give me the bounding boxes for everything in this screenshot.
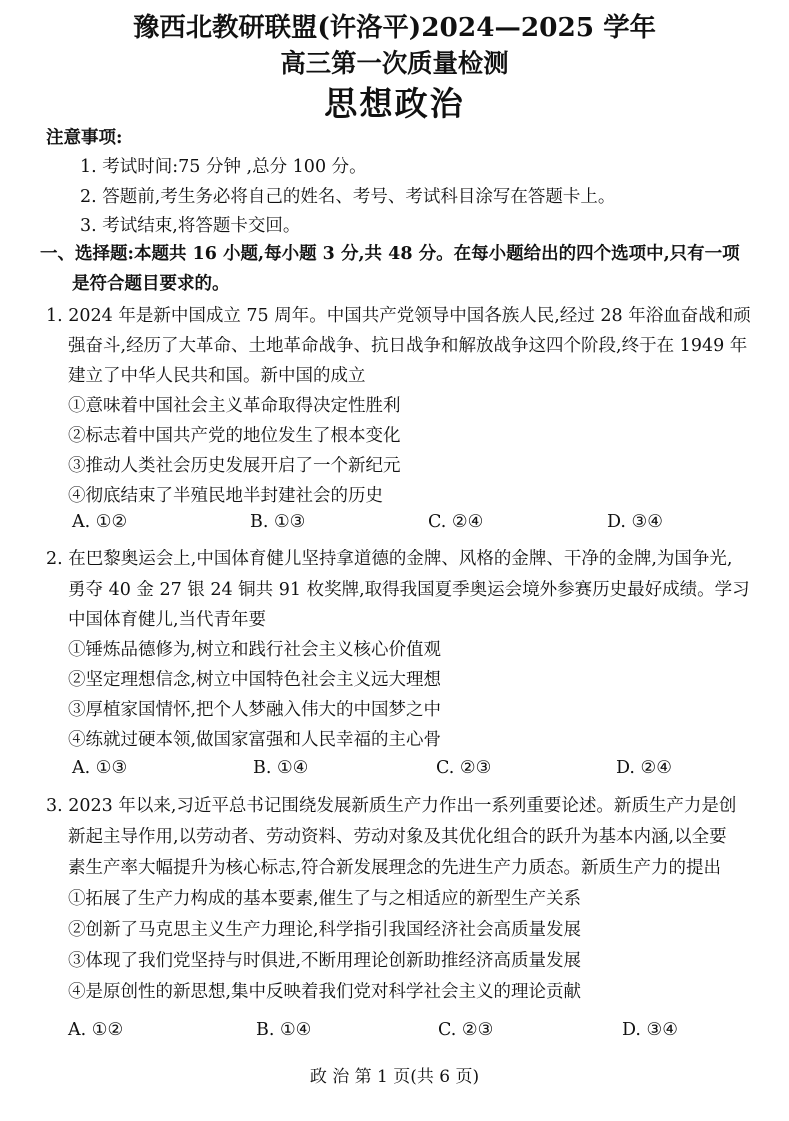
question-3-option-b[interactable]: B. ①④: [256, 1020, 312, 1040]
question-2-stem: 勇夺 40 金 27 银 24 铜共 91 枚奖牌,取得我国夏季奥运会境外参赛历史最好成绩。学习: [68, 580, 750, 600]
question-2-option-c[interactable]: C. ②③: [436, 758, 492, 778]
question-1-option-c[interactable]: C. ②④: [428, 512, 484, 532]
notice-item: 1. 考试时间:75 分钟 ,总分 100 分。: [80, 157, 367, 177]
question-2-option-a[interactable]: A. ①③: [72, 758, 128, 778]
exam-header-line1: 豫西北教研联盟(许洛平)2024—2025 学年: [133, 12, 656, 43]
question-2-statement: ③厚植家国情怀,把个人梦融入伟大的中国梦之中: [68, 700, 442, 720]
question-1-statement: ③推动人类社会历史发展开启了一个新纪元: [68, 456, 401, 476]
question-3-stem: 3. 2023 年以来,习近平总书记围绕发展新质生产力作出一系列重要论述。新质生产力是创: [46, 796, 737, 816]
exam-header-line2: 高三第一次质量检测: [280, 48, 509, 78]
question-2-statement: ④练就过硬本领,做国家富强和人民幸福的主心骨: [68, 730, 442, 750]
question-2-stem: 2. 在巴黎奥运会上,中国体育健儿坚持拿道德的金牌、风格的金牌、干净的金牌,为国争光,: [46, 549, 733, 569]
question-1-stem: 强奋斗,经历了大革命、土地革命战争、抗日战争和解放战争这四个阶段,终于在 1949 年: [68, 336, 748, 356]
question-3-statement: ②创新了马克思主义生产力理论,科学指引我国经济社会高质量发展: [68, 920, 582, 940]
question-3-statement: ③体现了我们党坚持与时俱进,不断用理论创新助推经济高质量发展: [68, 951, 582, 971]
notice-title: 注意事项:: [46, 128, 123, 148]
question-3-stem: 素生产率大幅提升为核心标志,符合新发展理念的先进生产力质态。新质生产力的提出: [68, 858, 722, 878]
question-2-option-d[interactable]: D. ②④: [616, 758, 672, 778]
question-3-statement: ④是原创性的新思想,集中反映着我们党对科学社会主义的理论贡献: [68, 982, 582, 1002]
question-3-statement: ①拓展了生产力构成的基本要素,催生了与之相适应的新型生产关系: [68, 889, 582, 909]
question-3-option-d[interactable]: D. ③④: [622, 1020, 678, 1040]
question-1-statement: ①意味着中国社会主义革命取得决定性胜利: [68, 396, 401, 416]
question-2-statement: ②坚定理想信念,树立中国特色社会主义远大理想: [68, 670, 442, 690]
question-3-stem: 新起主导作用,以劳动者、劳动资料、劳动对象及其优化组合的跃升为基本内涵,以全要: [68, 827, 727, 847]
subject-title: 思想政治: [324, 84, 465, 123]
question-2-statement: ①锤炼品德修为,树立和践行社会主义核心价值观: [68, 640, 442, 660]
section-heading: 一、选择题:本题共 16 小题,每小题 3 分,共 48 分。在每小题给出的四个选项中,只有一项: [40, 244, 740, 264]
question-1-option-b[interactable]: B. ①③: [250, 512, 306, 532]
question-1-statement: ④彻底结束了半殖民地半封建社会的历史: [68, 486, 383, 506]
page-footer: 政 治 第 1 页(共 6 页): [309, 1067, 480, 1087]
question-1-stem: 1. 2024 年是新中国成立 75 周年。中国共产党领导中国各族人民,经过 28 年浴血奋战和顽: [46, 306, 751, 326]
question-3-option-c[interactable]: C. ②③: [438, 1020, 494, 1040]
question-1-stem: 建立了中华人民共和国。新中国的成立: [68, 366, 366, 386]
question-2-option-b[interactable]: B. ①④: [253, 758, 309, 778]
question-3-option-a[interactable]: A. ①②: [68, 1020, 124, 1040]
question-1-option-d[interactable]: D. ③④: [607, 512, 663, 532]
question-1-statement: ②标志着中国共产党的地位发生了根本变化: [68, 426, 401, 446]
notice-item: 2. 答题前,考生务必将自己的姓名、考号、考试科目涂写在答题卡上。: [80, 187, 616, 207]
section-heading-cont: 是符合题目要求的。: [72, 274, 230, 294]
question-2-stem: 中国体育健儿,当代青年要: [68, 610, 267, 630]
notice-item: 3. 考试结束,将答题卡交回。: [80, 216, 301, 236]
question-1-option-a[interactable]: A. ①②: [72, 512, 128, 532]
